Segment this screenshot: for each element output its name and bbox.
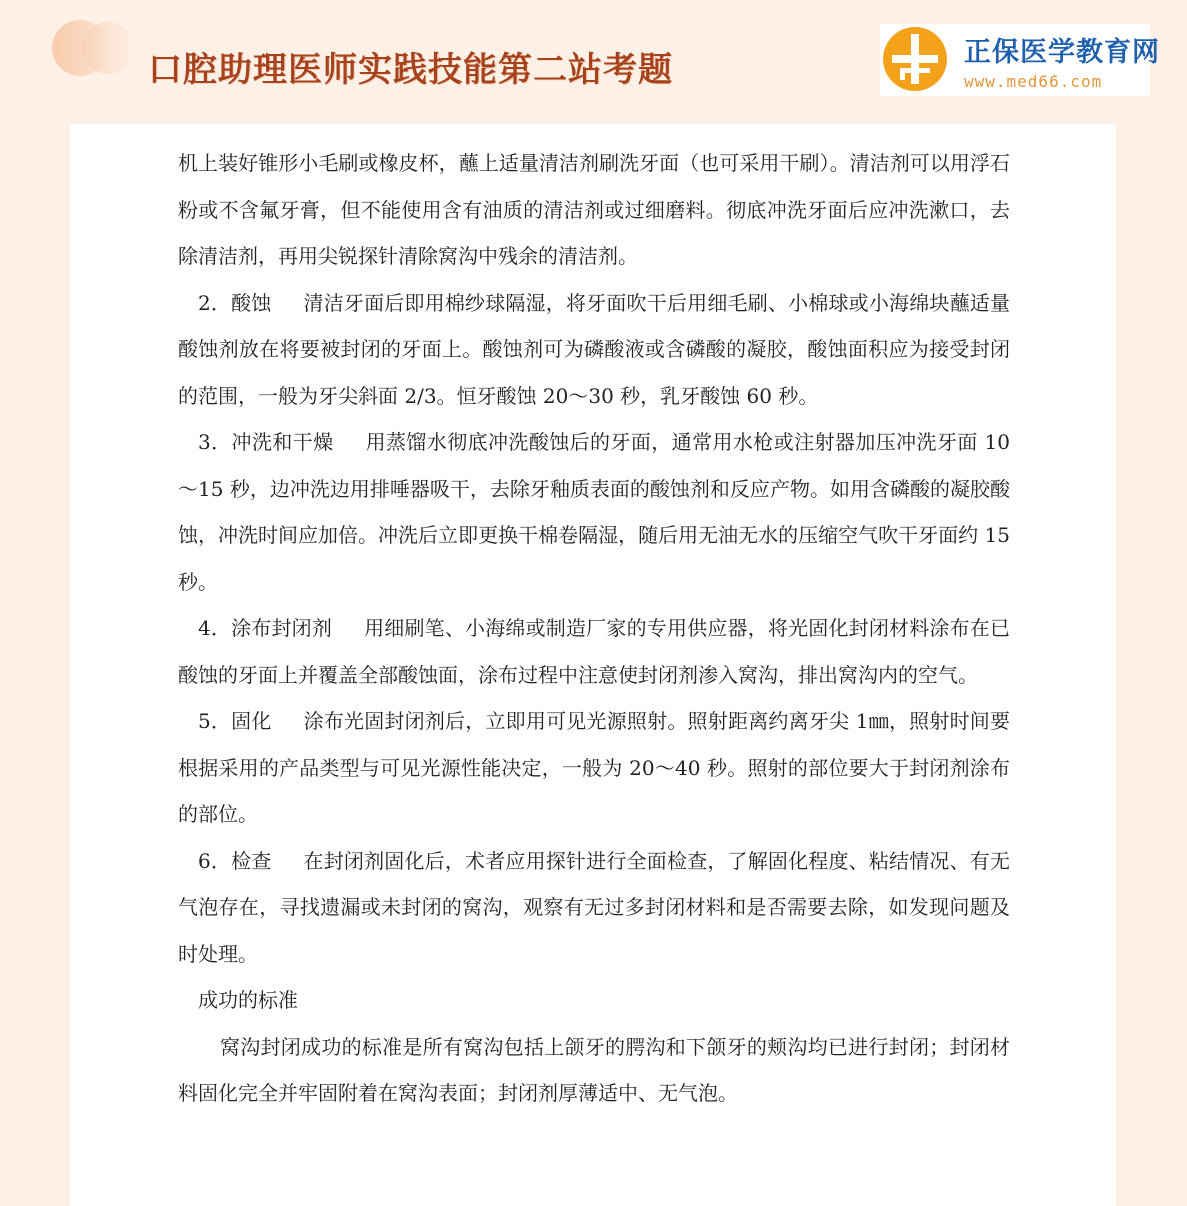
logo xyxy=(880,24,1160,96)
page-title: 口腔助理医师实践技能第二站考题 xyxy=(148,50,673,90)
step-body: 用蒸馏水彻底冲洗酸蚀后的牙面，通常用水枪或注射器加压冲洗牙面 10～15 秒，边冲洗边用排唾器吸干，去除牙釉质表面的酸蚀剂和反应产物。如用含磷酸的凝胶酸蚀，冲洗时间应加倍。冲洗后立即更换干棉卷隔湿，随后用无油无水的压缩空气吹干牙面约 15 秒。 xyxy=(178,430,1010,594)
step-paragraph-rinse-dry xyxy=(178,419,1010,605)
page-header xyxy=(0,0,1187,120)
step-body: 用细刷笔、小海绵或制造厂家的专用供应器，将光固化封闭材料涂布在已酸蚀的牙面上并覆盖全部酸蚀面，涂布过程中注意使封闭剂渗入窝沟，排出窝沟内的空气。 xyxy=(178,616,1011,687)
logo-url: www.med66.com xyxy=(964,72,1103,91)
decorative-circle-right xyxy=(82,22,134,74)
logo-name: 正保医学教育网 xyxy=(964,37,1160,68)
intro-paragraph: 机上装好锥形小毛刷或橡皮杯，蘸上适量清洁剂刷洗牙面（也可采用干刷）。清洁剂可以用浮石粉或不含氟牙膏，但不能使用含有油质的清洁剂或过细磨料。彻底冲洗牙面后应冲洗漱口，去除清洁剂，再用尖锐探针清除窝沟中残余的清洁剂。 xyxy=(178,151,1010,268)
step-heading: 4．涂布封闭剂 xyxy=(198,616,333,640)
decorative-circles xyxy=(52,20,142,80)
content-panel xyxy=(70,124,1116,1206)
step-heading: 5．固化 xyxy=(198,709,272,733)
standard-title: 成功的标准 xyxy=(198,988,298,1012)
logo-mark-icon xyxy=(882,26,948,92)
step-heading: 3．冲洗和干燥 xyxy=(198,430,334,454)
step-paragraph-curing xyxy=(178,698,1010,838)
step-heading: 2．酸蚀 xyxy=(198,290,272,315)
standard-paragraph: 窝沟封闭成功的标准是所有窝沟包括上颌牙的腭沟和下颌牙的颊沟均已进行封闭；封闭材料固化完全并牢固附着在窝沟表面；封闭剂厚薄适中、无气泡。 xyxy=(178,1034,1010,1105)
step-body: 在封闭剂固化后，术者应用探针进行全面检查，了解固化程度、粘结情况、有无气泡存在，寻找遗漏或未封闭的窝沟，观察有无过多封闭材料和是否需要去除，如发现问题及时处理。 xyxy=(178,848,1011,966)
step-body: 清洁牙面后即用棉纱球隔湿，将牙面吹干后用细毛刷、小棉球或小海绵块蘸适量酸蚀剂放在将要被封闭的牙面上。酸蚀剂可为磷酸液或含磷酸的凝胶，酸蚀面积应为接受封闭的范围，一般为牙尖斜面 2/3。恒牙酸蚀 20～30 秒，乳牙酸蚀 60 秒。 xyxy=(178,290,1011,408)
step-body: 涂布光固封闭剂后，立即用可见光源照射。照射距离约离牙尖 1㎜，照射时间要根据采用的产品类型与可见光源性能决定，一般为 20～40 秒。照射的部位要大于封闭剂涂布的部位。 xyxy=(178,709,1010,826)
article-text xyxy=(178,140,1010,1117)
step-heading: 6．检查 xyxy=(198,848,272,873)
step-paragraph-acid-etch xyxy=(178,280,1010,420)
step-paragraph-inspection xyxy=(178,838,1010,978)
step-paragraph-apply-sealant xyxy=(178,605,1010,698)
